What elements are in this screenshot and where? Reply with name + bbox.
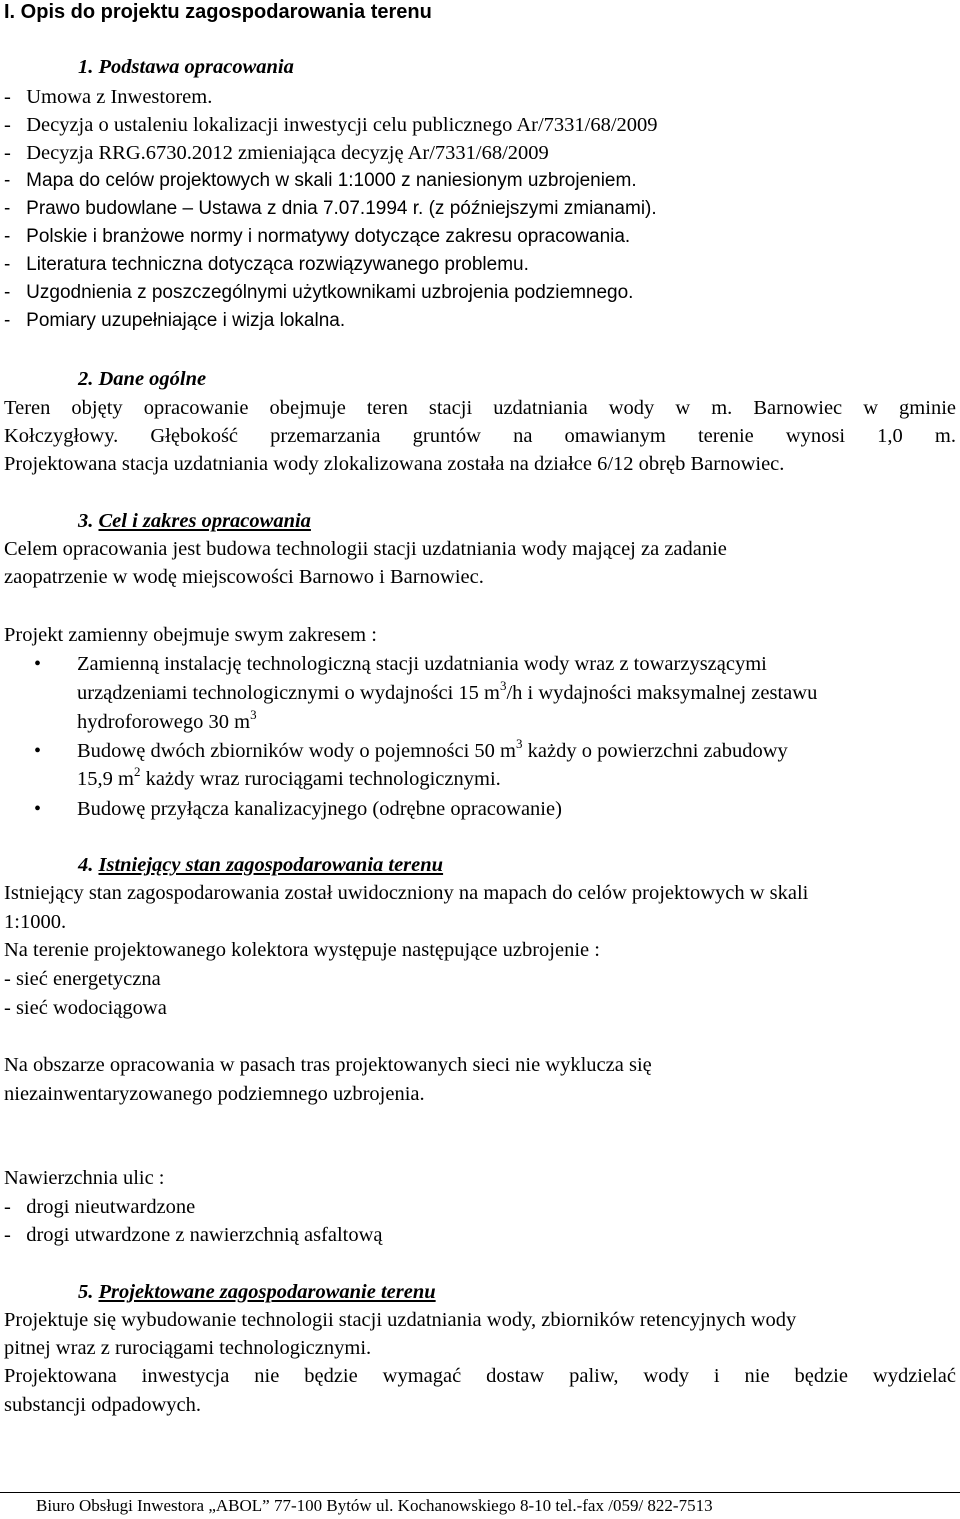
paragraph-line: Projektowana inwestycja nie będzie wymagać dostaw paliw, wody i nie będzie wydzielać xyxy=(4,1365,956,1387)
list-item: - Mapa do celów projektowych w skali 1:1000 z naniesionym uzbrojeniem. xyxy=(4,170,637,191)
section-5-number: 5. xyxy=(78,1281,94,1303)
paragraph-line: Kołczygłowy. Głębokość przemarzania gruntów na omawianym terenie wynosi 1,0 m. xyxy=(4,425,956,447)
page-footer: Biuro Obsługi Inwestora „ABOL” 77-100 Bytów ul. Kochanowskiego 8-10 tel.-fax /059/ 822-7513 xyxy=(36,1496,713,1515)
section-1-heading xyxy=(78,57,294,78)
section-2-number: 2. xyxy=(78,368,94,390)
paragraph-line: substancji odpadowych. xyxy=(4,1394,201,1416)
section-4-title: Istniejący stan zagospodarowania terenu xyxy=(98,854,444,876)
paragraph-line: Na obszarze opracowania w pasach tras projektowanych sieci nie wyklucza się xyxy=(4,1054,652,1076)
section-2-heading xyxy=(78,369,206,390)
list-item: - Pomiary uzupełniające i wizja lokalna. xyxy=(4,310,346,331)
paragraph-line: 1:1000. xyxy=(4,911,67,933)
bullet-line: 15,9 $m^2$ każdy wraz rurociągami technologicznymi. xyxy=(77,764,501,790)
section-5-title: Projektowane zagospodarowanie terenu xyxy=(98,1281,436,1303)
section-4-heading xyxy=(78,855,443,876)
surface-label: Nawierzchnia ulic : xyxy=(4,1167,165,1189)
list-item: - Uzgodnienia z poszczególnymi użytkownikami uzbrojenia podziemnego. xyxy=(4,282,634,303)
list-item: - sieć wodociągowa xyxy=(4,997,167,1019)
section-3-number: 3. xyxy=(78,510,94,532)
section-3-title: Cel i zakres opracowania xyxy=(98,510,311,532)
list-item: - Literatura techniczna dotycząca rozwiązywanego problemu. xyxy=(4,254,529,275)
section-3-heading xyxy=(78,511,311,532)
bullet-line: Budowę przyłącza kanalizacyjnego (odrębne opracowanie) xyxy=(77,798,562,820)
list-item: - Decyzja o ustaleniu lokalizacji inwestycji celu publicznego Ar/7331/68/2009 xyxy=(4,114,658,136)
paragraph-line: niezainwentaryzowanego podziemnego uzbrojenia. xyxy=(4,1083,425,1105)
section-2-title: Dane ogólne xyxy=(98,368,207,390)
paragraph-line: Teren objęty opracowanie obejmuje teren stacji uzdatniania wody w m. Barnowiec w gminie xyxy=(4,397,956,419)
list-item: - sieć energetyczna xyxy=(4,968,161,990)
paragraph-line: Projektuje się wybudowanie technologii stacji uzdatniania wody, zbiorników retencyjnych wody xyxy=(4,1309,797,1331)
paragraph-line: Projekt zamienny obejmuje swym zakresem : xyxy=(4,624,377,646)
paragraph-line: Projektowana stacja uzdatniania wody zlokalizowana została na działce 6/12 obręb Barnowiec. xyxy=(4,453,785,475)
document-title: I. Opis do projektu zagospodarowania terenu xyxy=(4,1,432,23)
bullet-line: urządzeniami technologicznymi o wydajności 15 $m^3/h$ i wydajności maksymalnej zestawu xyxy=(77,678,818,704)
section-1-number: 1. xyxy=(78,56,94,78)
section-4-number: 4. xyxy=(78,854,94,876)
section-1-title: Podstawa opracowania xyxy=(98,56,294,78)
list-item: - Polskie i branżowe normy i normatywy dotyczące zakresu opracowania. xyxy=(4,226,631,247)
list-item: - Umowa z Inwestorem. xyxy=(4,86,213,108)
paragraph-line: Celem opracowania jest budowa technologii stacji uzdatniania wody mającej za zadanie xyxy=(4,538,727,560)
list-item: - drogi utwardzone z nawierzchnią asfaltową xyxy=(4,1224,383,1246)
footer-divider xyxy=(0,1492,960,1493)
paragraph-line: pitnej wraz z rurociągami technologicznymi. xyxy=(4,1337,372,1359)
bullet-line: Zamienną instalację technologiczną stacji uzdatniania wody wraz z towarzyszącymi xyxy=(77,653,767,675)
bullet-icon: • xyxy=(34,653,42,675)
paragraph-line: Na terenie projektowanego kolektora występuje następujące uzbrojenie : xyxy=(4,939,600,961)
list-item: - Prawo budowlane – Ustawa z dnia 7.07.1994 r. (z późniejszymi zmianami). xyxy=(4,198,657,219)
list-item: - drogi nieutwardzone xyxy=(4,1196,196,1218)
bullet-line: hydroforowego 30 $m^3$ xyxy=(77,707,257,733)
paragraph-line: Istniejący stan zagospodarowania został uwidoczniony na mapach do celów projektowych w skali xyxy=(4,882,809,904)
section-5-heading xyxy=(78,1282,436,1303)
bullet-line: Budowę dwóch zbiorników wody o pojemności 50 $m^3$ każdy o powierzchni zabudowy xyxy=(77,736,788,762)
list-item: - Decyzja RRG.6730.2012 zmieniająca decyzję Ar/7331/68/2009 xyxy=(4,142,549,164)
bullet-icon: • xyxy=(34,798,42,820)
bullet-icon: • xyxy=(34,740,42,762)
paragraph-line: zaopatrzenie w wodę miejscowości Barnowo i Barnowiec. xyxy=(4,566,484,588)
